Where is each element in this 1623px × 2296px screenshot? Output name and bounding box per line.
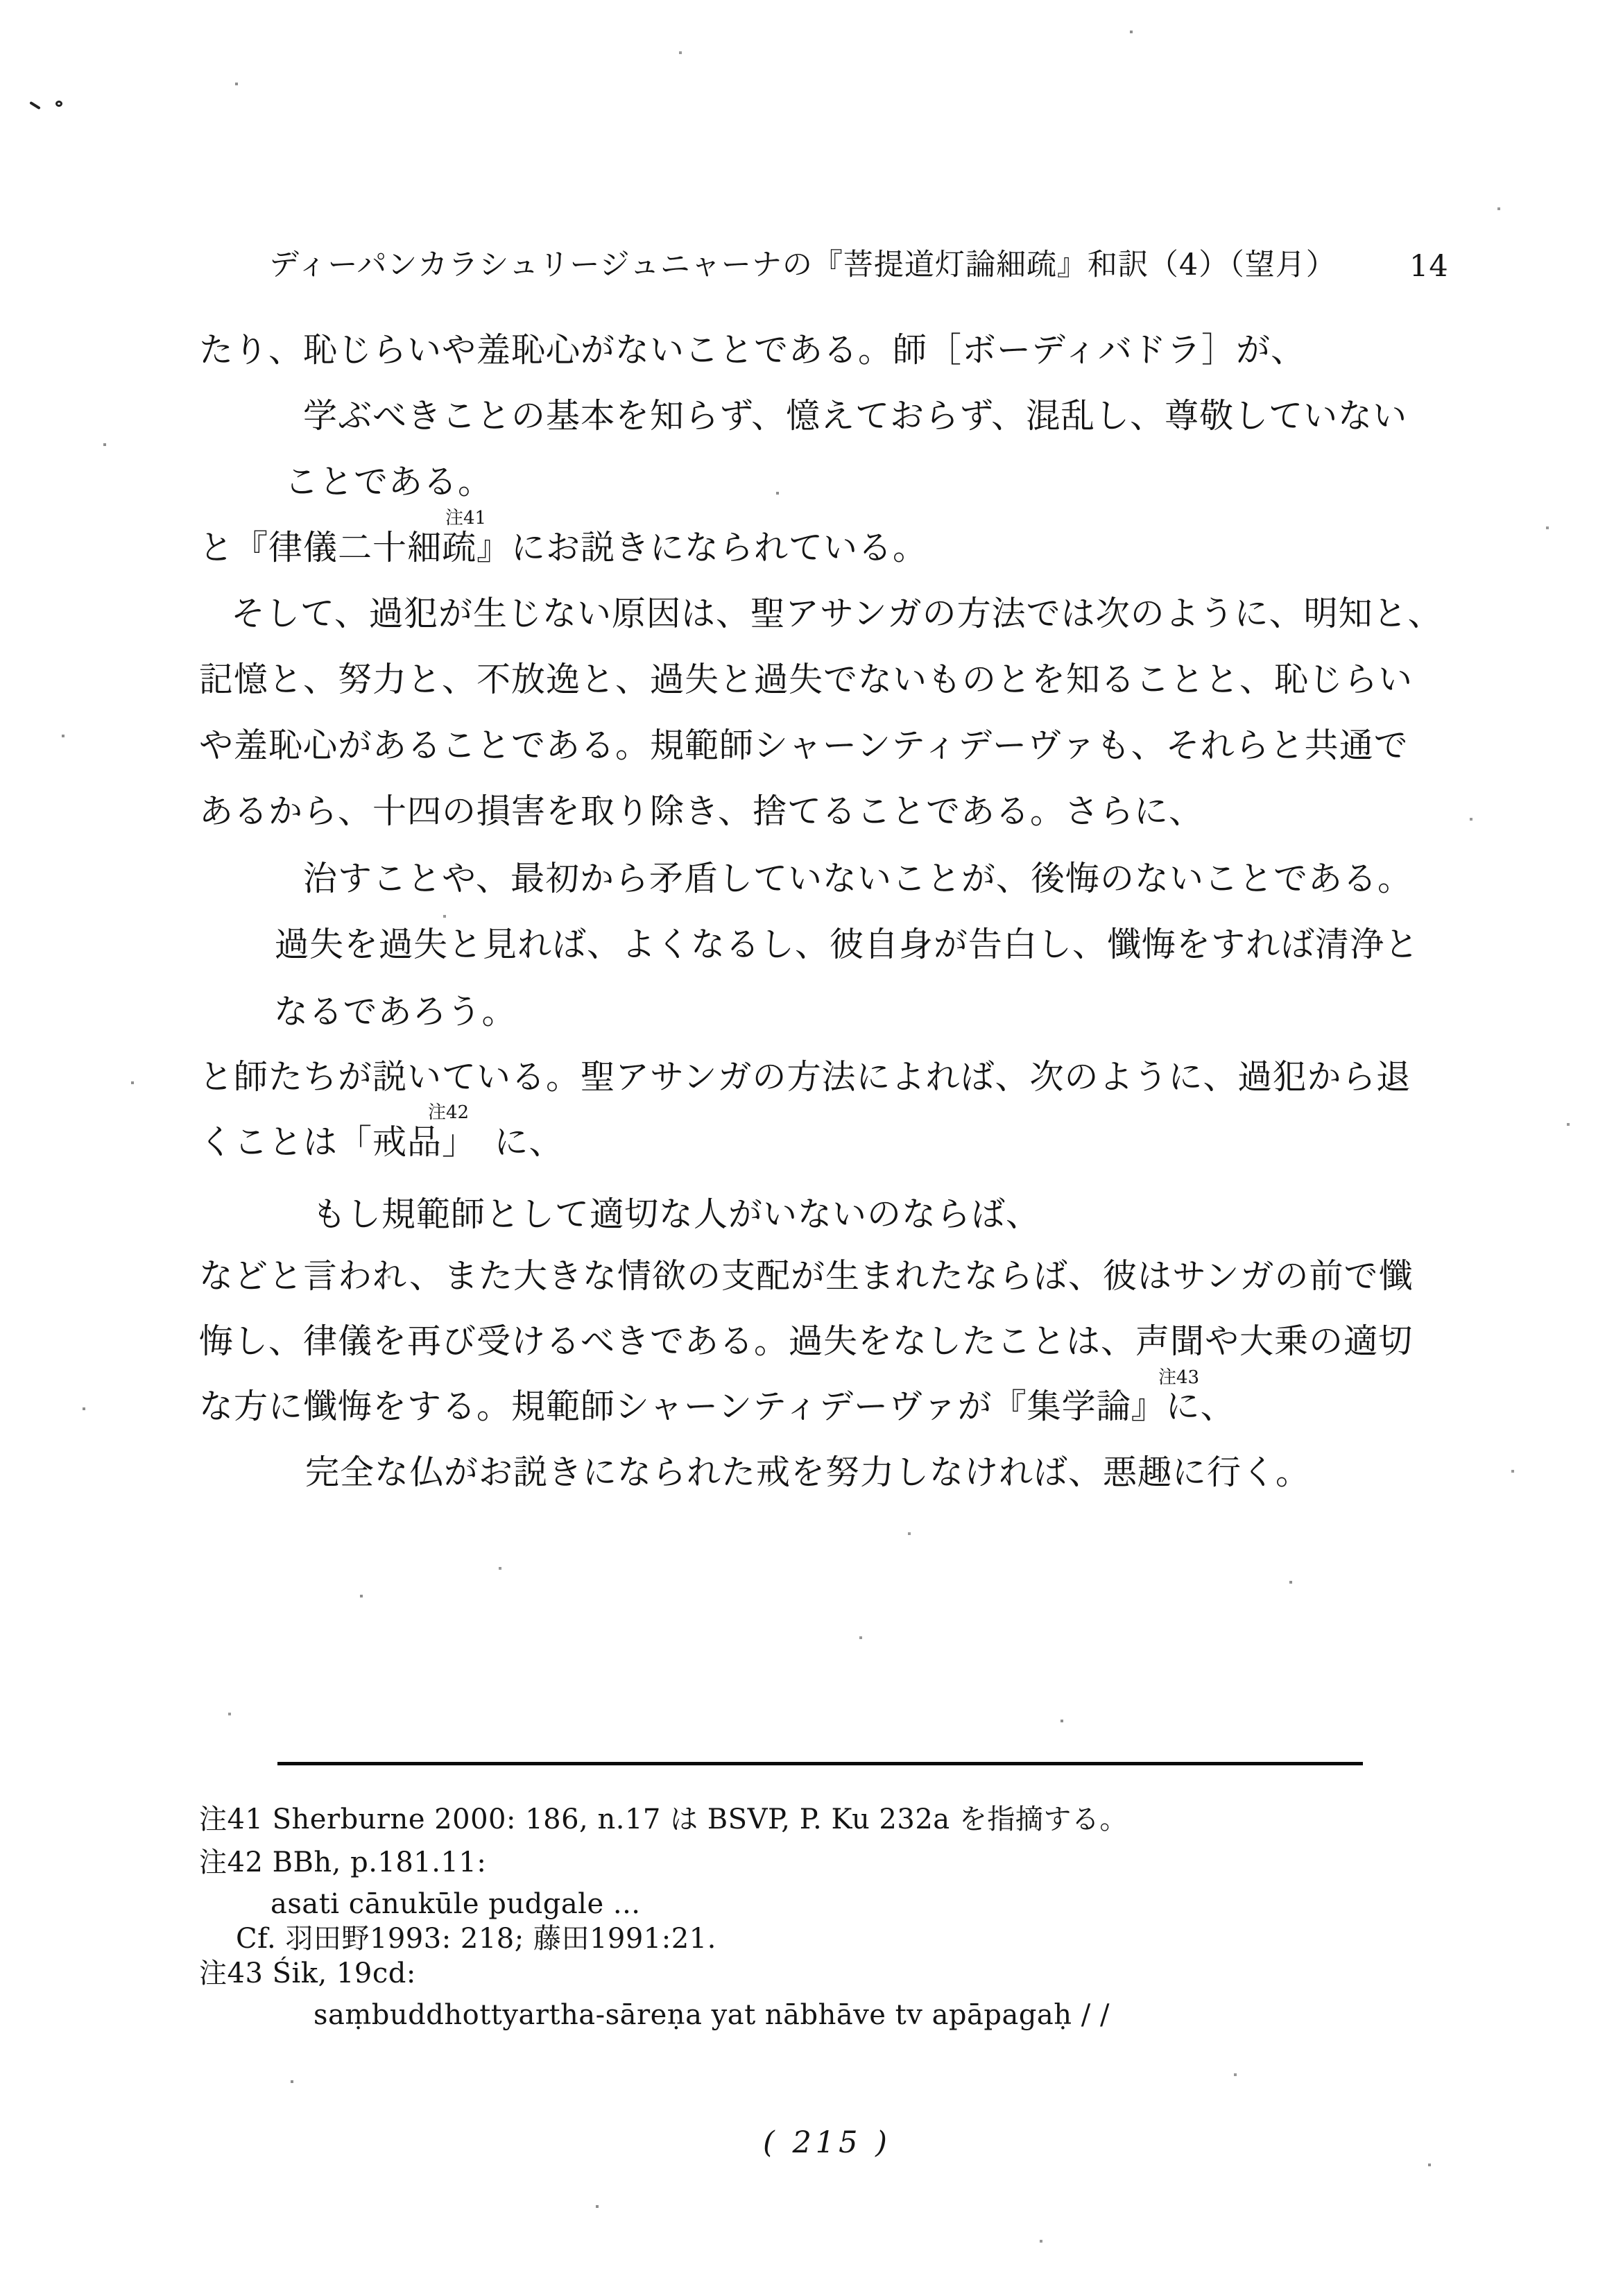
body-line: 治すことや、最初から矛盾していないことが、後悔のないことである。 (303, 859, 1413, 898)
footnote-line: asati cānukūle pudgale ... (270, 1888, 641, 1920)
footnote-divider (277, 1762, 1363, 1765)
body-line: なるであろう。 (274, 992, 517, 1031)
running-head-page-number: 14 (1409, 249, 1449, 284)
body-line: と『律儀二十細疏』にお説きになられている。 (199, 528, 928, 567)
scan-noise (0, 0, 1, 1)
footnote-line: saṃbuddhottyartha-sāreṇa yat nābhāve tv apāpagaḥ / / (314, 1999, 1110, 2031)
body-line: 完全な仏がお説きになられた戒を努力しなければ、悪趣に行く。 (305, 1453, 1311, 1492)
body-line: ことである。 (284, 462, 493, 502)
footnote-ref: 注42 (428, 1102, 470, 1123)
scan-artifact-stroke (29, 101, 41, 110)
page-number: ( 215 ) (763, 2125, 891, 2160)
body-line: 学ぶべきことの基本を知らず、憶えておらず、混乱し、尊敬していない (303, 396, 1408, 436)
body-line: あるから、十四の損害を取り除き、捨てることである。さらに、 (199, 791, 1204, 831)
body-line: 悔し、律儀を再び受けるべきである。過失をなしたことは、声聞や大乗の適切 (199, 1321, 1414, 1361)
body-line: と師たちが説いている。聖アサンガの方法によれば、次のように、過犯から退 (199, 1057, 1411, 1097)
running-head (0, 247, 1623, 283)
body-line: などと言われ、また大きな情欲の支配が生まれたならば、彼はサンガの前で懺 (199, 1256, 1414, 1296)
scan-artifact-blob (55, 101, 62, 107)
footnote-ref: 注41 (445, 508, 487, 529)
running-head-title: ディーパンカラシュリージュニャーナの『菩提道灯論細疏』和訳（4）（望月） (269, 248, 1337, 282)
body-line: たり、恥じらいや羞恥心がないことである。師［ボーディバドラ］が、 (199, 330, 1306, 370)
footnote-line: 注43 Śik, 19cd: (199, 1957, 416, 1989)
body-line: な方に懺悔をする。規範師シャーンティデーヴァが『集学論』に、 (199, 1387, 1235, 1426)
footnote-line: 注41 Sherburne 2000: 186, n.17 は BSVP, P. Ku 232a を指摘する。 (199, 1804, 1128, 1835)
footnote-line: 注42 BBh, p.181.11: (199, 1847, 487, 1878)
body-line: そして、過犯が生じない原因は、聖アサンガの方法では次のように、明知と、 (231, 594, 1443, 633)
footnote-line: Cf. 羽田野1993: 218; 藤田1991:21. (236, 1923, 716, 1955)
body-line: や羞恥心があることである。規範師シャーンティデーヴァも、それらと共通で (199, 726, 1409, 765)
footnote-ref: 注43 (1158, 1367, 1200, 1388)
body-line: 過失を過失と見れば、よくなるし、彼自身が告白し、懺悔をすれば清浄と (275, 925, 1420, 964)
body-line: もし規範師として適切な人がいないのならば、 (312, 1194, 1041, 1234)
body-line: 記憶と、努力と、不放逸と、過失と過失でないものとを知ることと、恥じらい (199, 660, 1414, 699)
body-line: くことは「戒品」 に、 (199, 1122, 564, 1162)
